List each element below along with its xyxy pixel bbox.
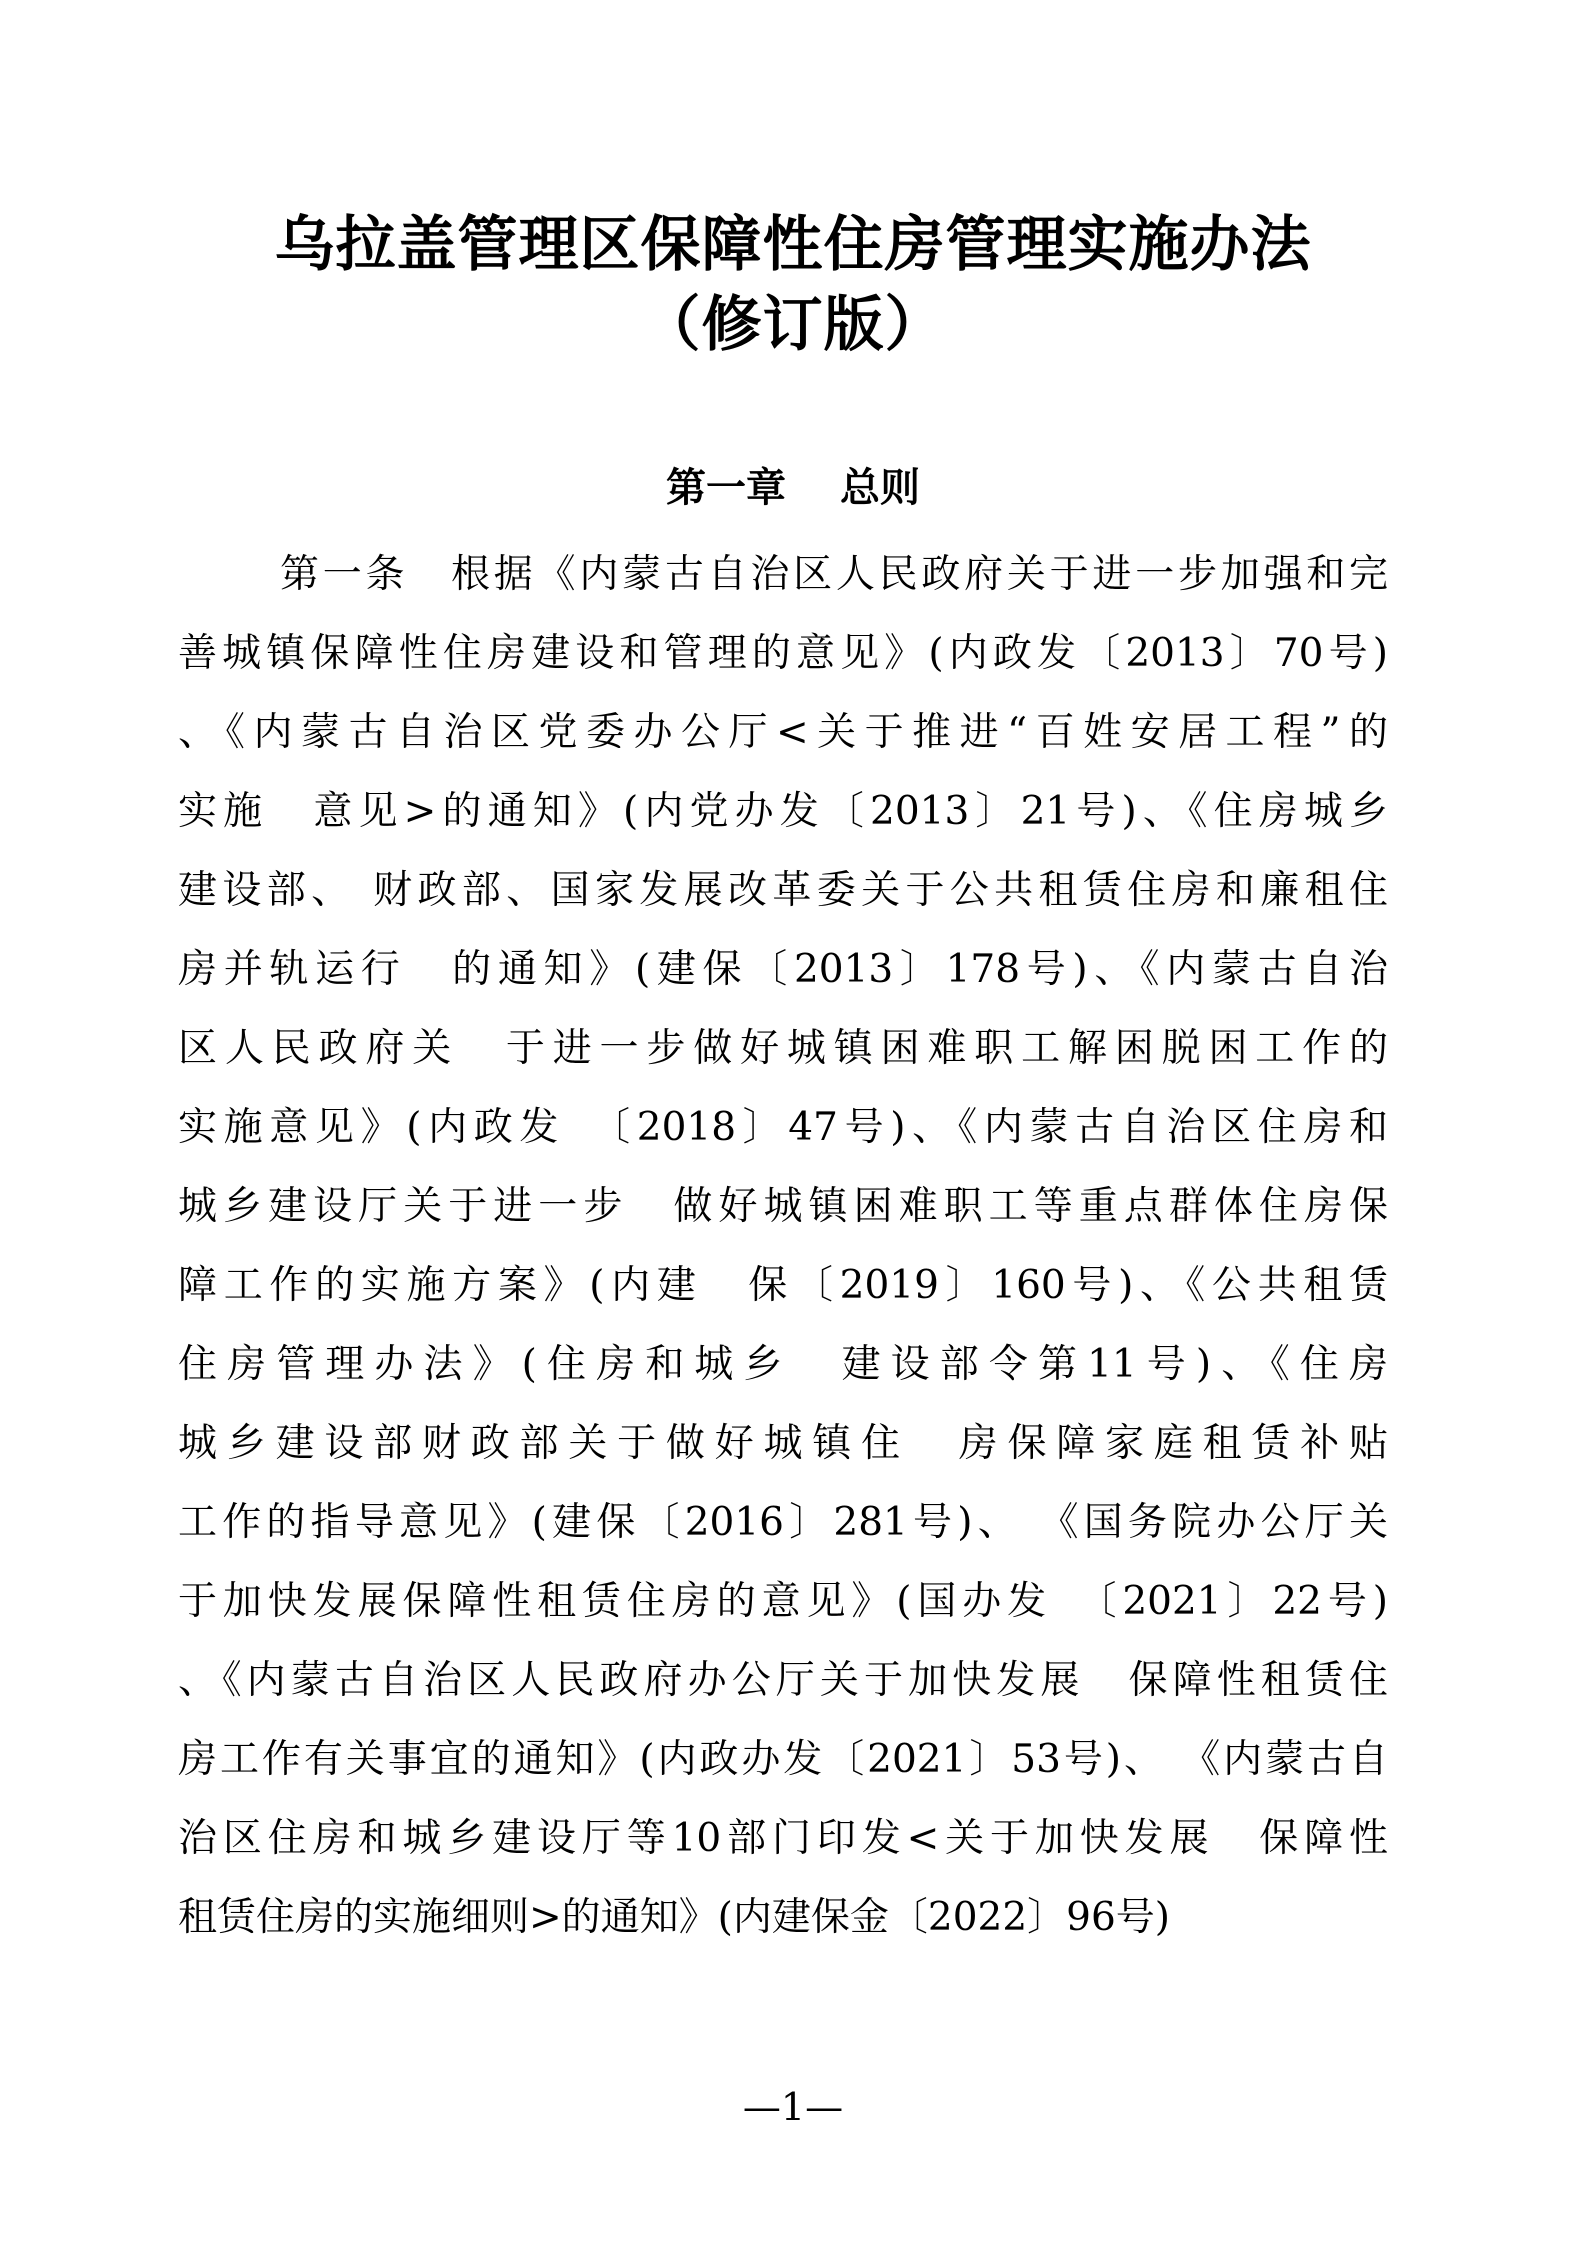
page-number: —1— — [742, 2085, 844, 2129]
article-line: 建设部、 财政部、国家发展改革委关于公共租赁住房和廉租住 — [178, 868, 1388, 913]
article-line: 城乡建设部财政部关于做好城镇住 房保障家庭租赁补贴 — [178, 1421, 1388, 1466]
article-line: 于加快发展保障性租赁住房的意见》(国办发 〔2021〕22号) — [178, 1579, 1388, 1624]
article-line: 房工作有关事宜的通知》(内政办发〔2021〕53号)、 《内蒙古自 — [178, 1737, 1388, 1782]
article-line: 实施 意见>的通知》(内党办发〔2013〕21号)、《住房城乡 — [178, 789, 1388, 834]
article-line: 善城镇保障性住房建设和管理的意见》(内政发〔2013〕70号) — [178, 631, 1388, 676]
chapter-heading: 第一章 总则 — [666, 465, 920, 511]
article-line: 住房管理办法》(住房和城乡 建设部令第11号)、《住房 — [178, 1342, 1388, 1387]
article-line: 区人民政府关 于进一步做好城镇困难职工解困脱困工作的 — [178, 1026, 1388, 1071]
article-line: 第一条 根据《内蒙古自治区人民政府关于进一步加强和完 — [280, 552, 1388, 597]
article-line: 房并轨运行 的通知》(建保〔2013〕178号)、《内蒙古自治 — [178, 947, 1388, 992]
article-line: 工作的指导意见》(建保〔2016〕281号)、 《国务院办公厅关 — [178, 1500, 1388, 1545]
article-line: 城乡建设厅关于进一步 做好城镇困难职工等重点群体住房保 — [178, 1184, 1388, 1229]
article-line: 、《内蒙古自治区党委办公厅<关于推进“百姓安居工程”的 — [178, 710, 1388, 755]
document-subtitle: （修订版） — [640, 290, 946, 360]
article-line: 实施意见》(内政发 〔2018〕47号)、《内蒙古自治区住房和 — [178, 1105, 1388, 1150]
document-title: 乌拉盖管理区保障性住房管理实施办法 — [274, 210, 1312, 280]
article-line: 、《内蒙古自治区人民政府办公厅关于加快发展 保障性租赁住 — [178, 1658, 1388, 1703]
article-line: 治区住房和城乡建设厅等10部门印发<关于加快发展 保障性 — [178, 1816, 1388, 1861]
article-line: 租赁住房的实施细则>的通知》(内建保金〔2022〕96号) — [178, 1895, 1170, 1940]
article-line: 障工作的实施方案》(内建 保〔2019〕160号)、《公共租赁 — [178, 1263, 1388, 1308]
